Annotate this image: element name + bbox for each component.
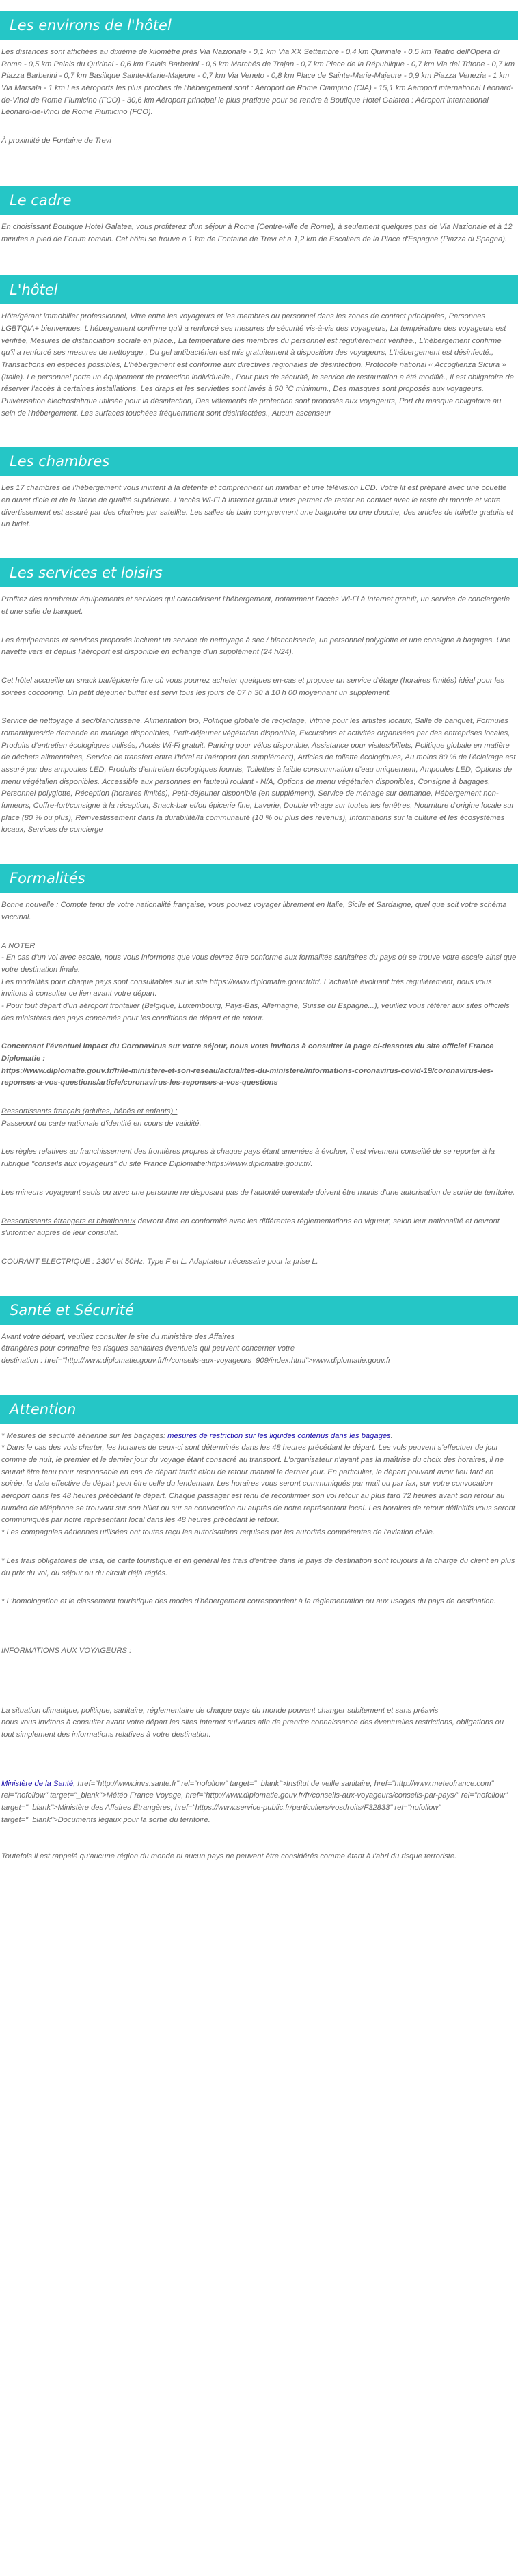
section-attention (0, 1431, 518, 1863)
services-equipment-text: Les équipements et services proposés incluent un service de nettoyage à sec / blanchisserie, un personnel polyglotte et une consigne à bagages. Une navette vers et depuis l'aéroport est disponible en échange d'un supplément (24 h/24). (1, 636, 513, 657)
services-intro-text: Profitez des nombreux équipements et services qui caractérisent l'hébergement, notamment l'accès Wi-Fi à Internet gratuit, un service de conciergerie et une salle de banquet. (1, 595, 513, 616)
section-title-attention: Attention (0, 1395, 518, 1424)
hotel-text: Hôte/gérant immobilier professionnel, Vitre entre les voyageurs et les membres du personnel dans les zones de contact principales, Personnes LGBTQIA+ bienvenues. L'hébergement confirme qu'il a renforcé ses mesures de sécurité vis-à-vis des voyageurs, La température des voyageurs est vérifiée, Mesures de distanciation sociale en place., La température des membres du personnel est régulièrement vérifiée., L'hébergement confirme qu'il a renforcé ses mesures de nettoyage., Du gel antibactérien est mis gratuitement à disposition des voyageurs, L'hébergement est désinfecté., Transactions en espèces possibles, L'hébergement est conforme aux directives régionales de désinfection. Protocole national « Accoglienza Sicura » (Italie). Le personnel porte un équipement de protection individuelle., Pour plus de sécurité, le service de restauration a été modifié., Il est obligatoire de réserver l'accès à certaines installations, Les draps et les serviettes sont lavés à 60 °C minimum., Des masques sont proposés aux voyageurs. Pulvérisation électrostatique utilisée pour la désinfection, Des vêtements de protection sont proposés aux voyageurs, Port du masque obligatoire au sein de l'hébergement, Les surfaces touchées fréquemment sont désinfectées., Aucun ascenseur (1, 312, 517, 418)
attention-travellers-heading: INFORMATIONS AUX VOYAGEURS : (1, 1646, 132, 1655)
section-title-cadre: Le cadre (0, 186, 518, 215)
section-title-sante: Santé et Sécurité (0, 1296, 518, 1325)
attention-visa-text: * Les frais obligatoires de visa, de carte touristique et en général les frais d'entrée dans le pays de destination sont toujours à la charge du client en plus du prix du vol, du séjour ou du circuit déjà réglés. (1, 1556, 517, 1577)
section-services (0, 594, 518, 837)
formalites-note-heading: A NOTER (1, 941, 36, 950)
attention-terrorism-text: Toutefois il est rappelé qu'aucune région du monde ni aucun pays ne peuvent être considérés comme étant à l'abri du risque terroriste. (1, 1852, 457, 1861)
services-dining-text: Cet hôtel accueille un snack bar/épicerie fine où vous pourrez acheter quelques en-cas et propose un service d'étage (horaires limités) idéal pour les soirées cocooning. Un petit déjeuner buffet est servi tous les jours de 07 h 30 à 10 h 00 moyennant un supplément. (1, 676, 507, 697)
hotel-info-page (0, 11, 518, 1863)
attention-liquids-link[interactable]: mesures de restriction sur les liquides contenus dans les bagages (167, 1431, 391, 1440)
formalites-foreigners-block (1, 1216, 517, 1240)
chambres-text: Les 17 chambres de l'hébergement vous invitent à la détente et comprennent un minibar et une télévision LCD. Votre lit est préparé avec une couette en duvet d'oie et de la literie de qualité supérieure. L'accès Wi-Fi à Internet gratuit vous permet de rester en contact avec le reste du monde et votre divertissement est assuré par des chaînes par satellite. Les salles de bain comprennent une baignoire ou une douche, des articles de toilette gratuits et un bidet. (1, 484, 515, 529)
sante-text: Avant votre départ, veuillez consulter le site du ministère des Affaires étrangères pour connaître les risques sanitaires éventuels qui peuvent concerner votre destination : href="http://www.diplomatie.gouv.fr/fr/conseils-aux-voyageurs_909/index.html">www.diplomatie.gouv.fr (1, 1332, 391, 1365)
attention-baggage-label: * Mesures de sécurité aérienne sur les bagages: (1, 1431, 168, 1440)
attention-flights-block (1, 1431, 517, 1539)
cadre-text: En choisissant Boutique Hotel Galatea, vous profiterez d'un séjour à Rome (Centre-ville de Rome), à seulement quelques pas de Via Nazionale et à 12 minutes à pied de Forum romain. Cet hôtel se trouve à 1 km de Fontaine de Trevi et à 1,2 km de Escaliers de la Place d'Espagne (Piazza di Spagna). (1, 222, 515, 243)
attention-situation-text: La situation climatique, politique, sanitaire, réglementaire de chaque pays du monde pouvant changer subitement et sans préavis nous vous invitons à consulter avant votre départ les sites Internet suivants afin de prendre connaissance des éventuelles restrictions, obligations ou tout simplement des informations relatives à votre destination. (1, 1706, 504, 1739)
formalites-french-heading: Ressortissants français (adultes, bébés et enfants) : (1, 1107, 178, 1116)
formalites-nationality-text: Bonne nouvelle : Compte tenu de votre nationalité française, vous pouvez voyager librement en Italie, Sicile et Sardaigne, quel que soit votre schéma vaccinal. (1, 901, 509, 921)
formalites-power-text: COURANT ELECTRIQUE : 230V et 50Hz. Type F et L. Adaptateur nécessaire pour la prise L. (1, 1257, 318, 1266)
formalites-borders-text: Les règles relatives au franchissement des frontières propres à chaque pays étant amenées à évoluer, il est vivement conseillé de se reporter à la rubrique "conseils aux voyageurs" du site France Diplomatie:https://www.diplomatie.gouv.fr/. (1, 1148, 497, 1169)
formalites-note-text: - En cas d'un vol avec escale, nous vous informons que vous devrez être conforme aux formalités sanitaires du pays où se trouve votre escale ainsi que votre destination finale. Les modalités pour chaque pays sont consultables sur le site https://www.diplomatie.gouv.fr/fr/. L'actualité évoluant très régulièrement, nous vous invitons à consulter ce lien avant votre départ. - Pour tout départ d'un aéroport frontalier (Belgique, Luxembourg, Pays-Bas, Allemagne, Suisse ou Espagne...), veuillez vous référer aux sites officiels des ministères des pays concernés pour les conditions de départ et de retour. (1, 953, 517, 1022)
attention-links-text: , href="http://www.invs.sante.fr" rel="nofollow" target="_blank">Institut de veille sanitaire, href="http://www.meteofrance.com" rel="nofollow" target="_blank">Météo France Voyage, href="http://www.diplomatie.gouv.fr/fr/conseils-aux-voyageurs/conseils-par-pays/" rel="nofollow" target="_blank">Ministère des Affaires Étrangères, href="https://www.service-public.fr/particuliers/vosdroits/F32833" rel="nofollow" target="_blank">Documents légaux pour la sortie du territoire. (1, 1779, 510, 1824)
section-title-services: Les services et loisirs (0, 558, 518, 587)
section-hotel (0, 311, 518, 420)
ministere-sante-link[interactable]: Ministère de la Santé (1, 1779, 74, 1788)
attention-classification-text: * L'homologation et le classement touristique des modes d'hébergement correspondent à la réglementation ou aux usages du pays de destination. (1, 1597, 496, 1606)
section-title-hotel: L'hôtel (0, 275, 518, 304)
section-title-environs: Les environs de l'hôtel (0, 11, 518, 40)
environs-nearby-text: À proximité de Fontaine de Trevi (1, 137, 111, 146)
services-list-text: Service de nettoyage à sec/blanchisserie, Alimentation bio, Politique globale de recyclage, Vitrine pour les artistes locaux, Salle de banquet, Formules romantiques/de demande en mariage disponibles, Petit-déjeuner végétarien disponible, Excursions et activités organisées par des entreprises locales, Produits d'entretien écologiques utilisés, Accès Wi-Fi gratuit, Parking pour vélos disponible, Assistance pour visites/billets, Politique globale en matière de déchets alimentaires, Service de transfert entre l'hôtel et l'aéroport (en supplément), Articles de toilette écologiques, Au moins 80 % de l'éclairage est assuré par des ampoules LED, Produits d'entretien écologiques fournis, Toilettes à faible consommation d'eau uniquement, Ampoules LED, Options de menu végétalien disponibles. Accessible aux personnes en fauteuil roulant - N/A, Options de menu végétarien disponibles, Consigne à bagages, Personnel polyglotte, Réception (horaires limités), Petit-déjeuner disponible (en supplément), Service de ménage sur demande, Hébergement non-fumeurs, Coffre-fort/consigne à la réception, Snack-bar et/ou épicerie fine, Laverie, Double vitrage sur toutes les fenêtres, Nourriture d'origine locale sur place (80 % ou plus), Réinvestissement dans la durabilité/la communauté (10 % ou plus des revenus), Informations sur la culture et les écosystèmes locaux, Services de concierge (1, 717, 518, 835)
section-chambres (0, 483, 518, 531)
formalites-foreigners-text: devront être en conformité avec les différentes réglementations en vigueur, selon leur nationalité et devront s'informer auprès de leur consulat. (1, 1217, 502, 1238)
formalites-foreigners-heading: Ressortissants étrangers et binationaux (1, 1217, 136, 1225)
section-environs (0, 46, 518, 148)
section-cadre (0, 221, 518, 245)
formalites-coronavirus-text[interactable]: Concernant l'éventuel impact du Coronavirus sur votre séjour, nous vous invitons à consulter la page ci-dessous du site officiel France Diplomatie : https://www.diplomatie.gouv.fr/fr/le-ministere-et-son-reseau/actualites-du-ministere/informations-coronavirus-covid-19/coronavirus-les-reponses-a-vos-questions/article/coronavirus-les-reponses-a-vos-questions (1, 1042, 494, 1087)
formalites-french-text: Passeport ou carte nationale d'identité en cours de validité. (1, 1119, 202, 1128)
attention-flights-text: . * Dans le cas des vols charter, les horaires de ceux-ci sont déterminés dans les 48 heures précédant le départ. Les vols peuvent s'effectuer de jour comme de nuit, le premier et le dernier jour du voyage étant consacré au transport. L'organisateur n'ayant pas la maîtrise du choix des horaires, il ne saurait être tenu pour responsable en cas de départ tardif et/ou de retour matinal le dernier jour. En particulier, le départ pouvant avoir lieu tard en soirée, la date effective de départ peut être celle du lendemain. Les horaires vous seront communiqués par mail ou par fax, sur votre convocation aéroport dans les 48 heures précédant le départ. Chaque passager est tenu de reconfirmer son vol retour au plus tard 72 heures avant son retour au numéro de téléphone se trouvant sur son billet ou sur sa convocation ou auprès de notre représentant local. Les horaires de retour définitifs vous seront communiqués par notre représentant local dans les 48 heures précédant le retour. * Les compagnies aériennes utilisées ont toutes reçu les autorisations requises par les autorités compétentes de l'aviation civile. (1, 1431, 515, 1537)
formalites-minors-text: Les mineurs voyageant seuls ou avec une personne ne disposant pas de l'autorité parentale doivent être munis d'une autorisation de sortie de territoire. (1, 1188, 515, 1197)
attention-links-block (1, 1778, 517, 1827)
section-sante (0, 1331, 518, 1368)
section-title-formalites: Formalités (0, 864, 518, 893)
environs-distances-text: Les distances sont affichées au dixième de kilomètre près Via Nazionale - 0,1 km Via XX Settembre - 0,4 km Quirinale - 0,5 km Teatro dell'Opera di Roma - 0,5 km Palais du Quirinal - 0,6 km Palais Barberini - 0,6 km Marchés de Trajan - 0,7 km Place de la République - 0,7 km Via del Tritone - 0,7 km Piazza Barberini - 0,7 km Basilique Sainte-Marie-Majeure - 0,7 km Via Veneto - 0,8 km Place de Sainte-Marie-Majeure - 0,9 km Piazza Venezia - 1 km Via Marsala - 1 km Les aéroports les plus proches de l'hébergement sont : Aéroport de Rome Ciampino (CIA) - 15,1 km Aéroport international Léonard-de-Vinci de Rome Fiumicino (FCO) - 30,6 km Aéroport principal le plus pratique pour se rendre à Boutique Hotel Galatea : Aéroport international Léonard-de-Vinci de Rome Fiumicino (FCO). (1, 48, 517, 117)
section-title-chambres: Les chambres (0, 447, 518, 476)
section-formalites (0, 899, 518, 1268)
